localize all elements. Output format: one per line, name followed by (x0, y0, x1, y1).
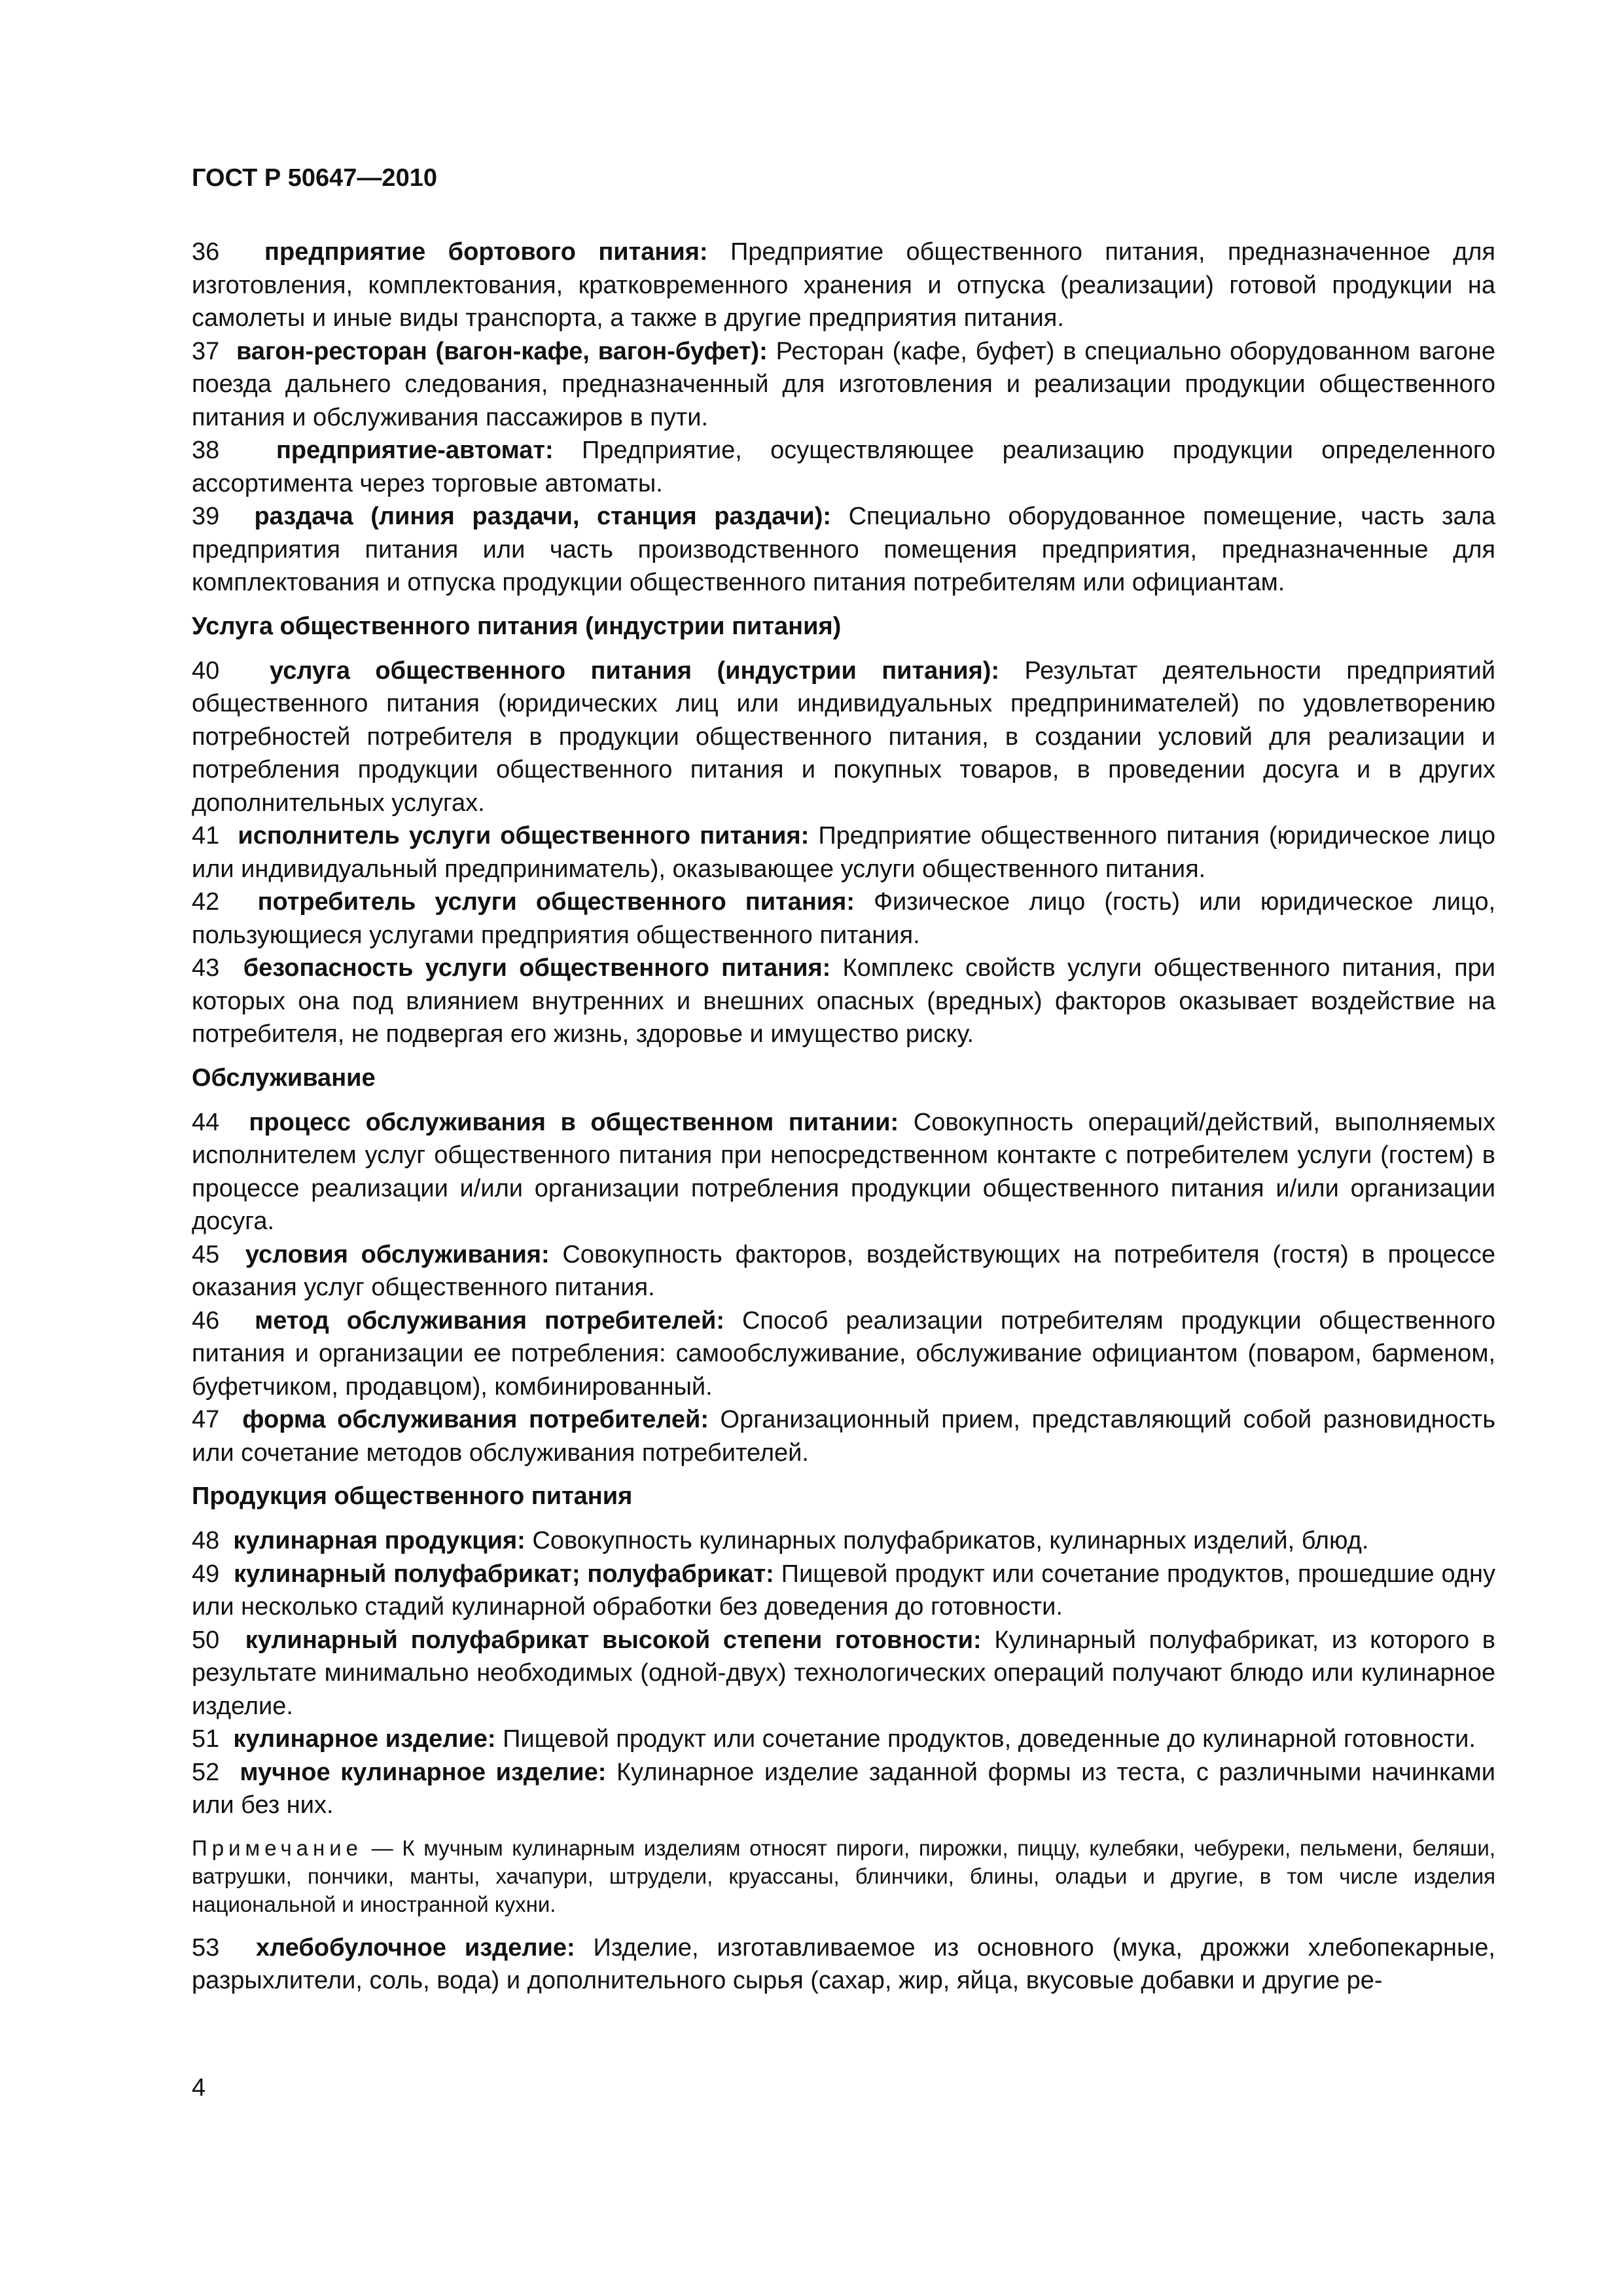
entry-number: 50 (192, 1626, 220, 1654)
term-entry (192, 1106, 1495, 1238)
term-entry (192, 434, 1495, 500)
term-entry (192, 1624, 1495, 1723)
term-entry (192, 335, 1495, 435)
entry-number: 37 (192, 337, 220, 365)
entry-term: предприятие бортового питания: (264, 238, 708, 266)
entry-definition: Предприятие, осуществляющее реализацию продукции определенного ассортимента через торговые автоматы. (192, 437, 1495, 497)
entry-number: 44 (192, 1108, 220, 1136)
entry-term: предприятие-автомат: (276, 437, 554, 464)
entry-term: кулинарное изделие: (233, 1725, 496, 1753)
term-entry (192, 819, 1495, 886)
entry-number: 40 (192, 656, 220, 685)
page-number: 4 (192, 2074, 206, 2102)
entry-term: безопасность услуги общественного питания: (243, 954, 831, 982)
entry-definition: Способ реализации потребителям продукции общественного питания и организации ее потребления: самообслуживание, обслуживание официантом (поваром, барменом, буфетчиком, продавцом), комбинированный. (192, 1306, 1495, 1401)
term-entry (192, 655, 1495, 820)
term-entry (192, 1304, 1495, 1404)
term-entry (192, 1558, 1495, 1624)
entry-definition: Ресторан (кафе, буфет) в специально оборудованном вагоне поезда дальнего следования, предназначенный для изготовления и реализации продукции общественного питания и обслуживания пассажиров в пути. (192, 337, 1495, 431)
entry-term: хлебобулочное изделие: (256, 1933, 575, 1962)
standard-code-header: ГОСТ Р 50647—2010 (192, 164, 437, 192)
entry-number: 46 (192, 1306, 220, 1335)
entry-term: кулинарный полуфабрикат высокой степени готовности: (245, 1626, 982, 1654)
section-heading: Обслуживание (192, 1064, 376, 1092)
note-text: — К мучным кулинарным изделиям относят пироги, пирожки, пиццу, кулебяки, чебуреки, пельмени, беляши, ватрушки, пончики, манты, хачапури, штрудели, круассаны, блинчики, блины, оладьи и другие, в том числе изделия национальной и иностранной кухни. (192, 1835, 1495, 1916)
entry-term: потребитель услуги общественного питания: (257, 888, 855, 916)
entry-number: 41 (192, 822, 220, 850)
term-entry (192, 236, 1495, 335)
term-entry (192, 500, 1495, 600)
entry-definition: Кулинарное изделие заданной формы из теста, с различными начинками или без них. (192, 1758, 1496, 1819)
entry-definition: Пищевой продукт или сочетание продуктов, доведенные до кулинарной готовности. (503, 1725, 1476, 1753)
section-heading: Продукция общественного питания (192, 1482, 633, 1510)
entry-number: 48 (192, 1527, 220, 1554)
term-entry (192, 1756, 1495, 1822)
entry-definition: Изделие, изготавливаемое из основного (мука, дрожжи хлебопекарные, разрыхлители, соль, вода) и дополнительного сырья (сахар, жир, яйца, вкусовые добавки и другие ре- (192, 1933, 1495, 1994)
document-body (192, 236, 1495, 1998)
entry-number: 49 (192, 1560, 220, 1588)
entry-term: исполнитель услуги общественного питания: (238, 822, 810, 850)
entry-definition: Совокупность кулинарных полуфабрикатов, кулинарных изделий, блюд. (532, 1527, 1369, 1554)
term-entry (192, 1931, 1495, 1998)
term-entry (192, 1238, 1495, 1304)
entry-definition: Комплекс свойств услуги общественного питания, при которых она под влиянием внутренних и внешних опасных (вредных) факторов оказывает воздействие на потребителя, не подвергая его жизнь, здоровье и имущество риску. (192, 954, 1496, 1048)
entry-definition: Предприятие общественного питания, предназначенное для изготовления, комплектования, кратковременного хранения и отпуска (реализации) готовой продукции на самолеты и иные виды транспорта, а также в другие предприятия питания. (192, 238, 1496, 332)
entry-term: процесс обслуживания в общественном питании: (249, 1108, 899, 1136)
term-entry (192, 1403, 1495, 1469)
entry-number: 53 (192, 1933, 220, 1962)
entry-term: раздача (линия раздачи, станция раздачи): (254, 503, 832, 530)
entry-number: 38 (192, 437, 220, 464)
entry-number: 39 (192, 503, 220, 530)
entry-number: 51 (192, 1725, 220, 1753)
entry-definition: Специально оборудованное помещение, часть зала предприятия питания или часть производственного помещения предприятия, предназначенные для комплектования и отпуска продукции общественного питания потребителям или официантам. (192, 503, 1496, 596)
entry-term: метод обслуживания потребителей: (255, 1306, 725, 1335)
entry-term: условия обслуживания: (245, 1240, 550, 1268)
entry-term: мучное кулинарное изделие: (240, 1758, 607, 1786)
entry-term: вагон-ресторан (вагон-кафе, вагон-буфет): (236, 337, 768, 365)
term-entry (192, 952, 1495, 1051)
section-heading: Услуга общественного питания (индустрии питания) (192, 612, 842, 640)
entry-number: 43 (192, 954, 220, 982)
entry-number: 36 (192, 238, 220, 266)
note (192, 1834, 1495, 1918)
entry-definition: Совокупность операций/действий, выполняемых исполнителем услуг общественного питания при непосредственном контакте с потребителем услуги (гостем) в процессе реализации и/или организации потребления продукции общественного питания и/или организации досуга. (192, 1108, 1495, 1235)
entry-number: 52 (192, 1758, 220, 1786)
entry-number: 45 (192, 1240, 220, 1268)
entry-term: форма обслуживания потребителей: (242, 1406, 709, 1433)
term-entry (192, 886, 1495, 952)
entry-definition: Кулинарный полуфабрикат, из которого в результате минимально необходимых (одной-двух) технологических операций получают блюдо или кулинарное изделие. (192, 1626, 1495, 1720)
entry-definition: Организационный прием, представляющий собой разновидность или сочетание методов обслуживания потребителей. (192, 1406, 1495, 1467)
entry-term: кулинарный полуфабрикат; полуфабрикат: (234, 1560, 774, 1588)
term-entry (192, 1524, 1495, 1558)
entry-definition: Предприятие общественного питания (юридическое лицо или индивидуальный предприниматель), оказывающее услуги общественного питания. (192, 822, 1495, 883)
entry-definition: Результат деятельности предприятий общественного питания (юридических лиц или индивидуальных предпринимателей) по удовлетворению потребностей потребителя в продукции общественного питания, в создании условий для реализации и потребления продукции общественного питания и покупных товаров, в проведении досуга и в других дополнительных услугах. (192, 656, 1495, 817)
entry-number: 42 (192, 888, 220, 916)
entry-definition: Пищевой продукт или сочетание продуктов, прошедшие одну или несколько стадий кулинарной обработки без доведения до готовности. (192, 1560, 1495, 1621)
entry-definition: Совокупность факторов, воздействующих на потребителя (гостя) в процессе оказания услуг общественного питания. (192, 1240, 1495, 1301)
entry-definition: Физическое лицо (гость) или юридическое лицо, пользующиеся услугами предприятия общественного питания. (192, 888, 1496, 949)
entry-term: кулинарная продукция: (233, 1527, 526, 1554)
term-entry (192, 1723, 1495, 1756)
entry-number: 47 (192, 1406, 220, 1433)
entry-term: услуга общественного питания (индустрии питания): (270, 656, 1000, 685)
note-label: Примечание (192, 1835, 363, 1860)
